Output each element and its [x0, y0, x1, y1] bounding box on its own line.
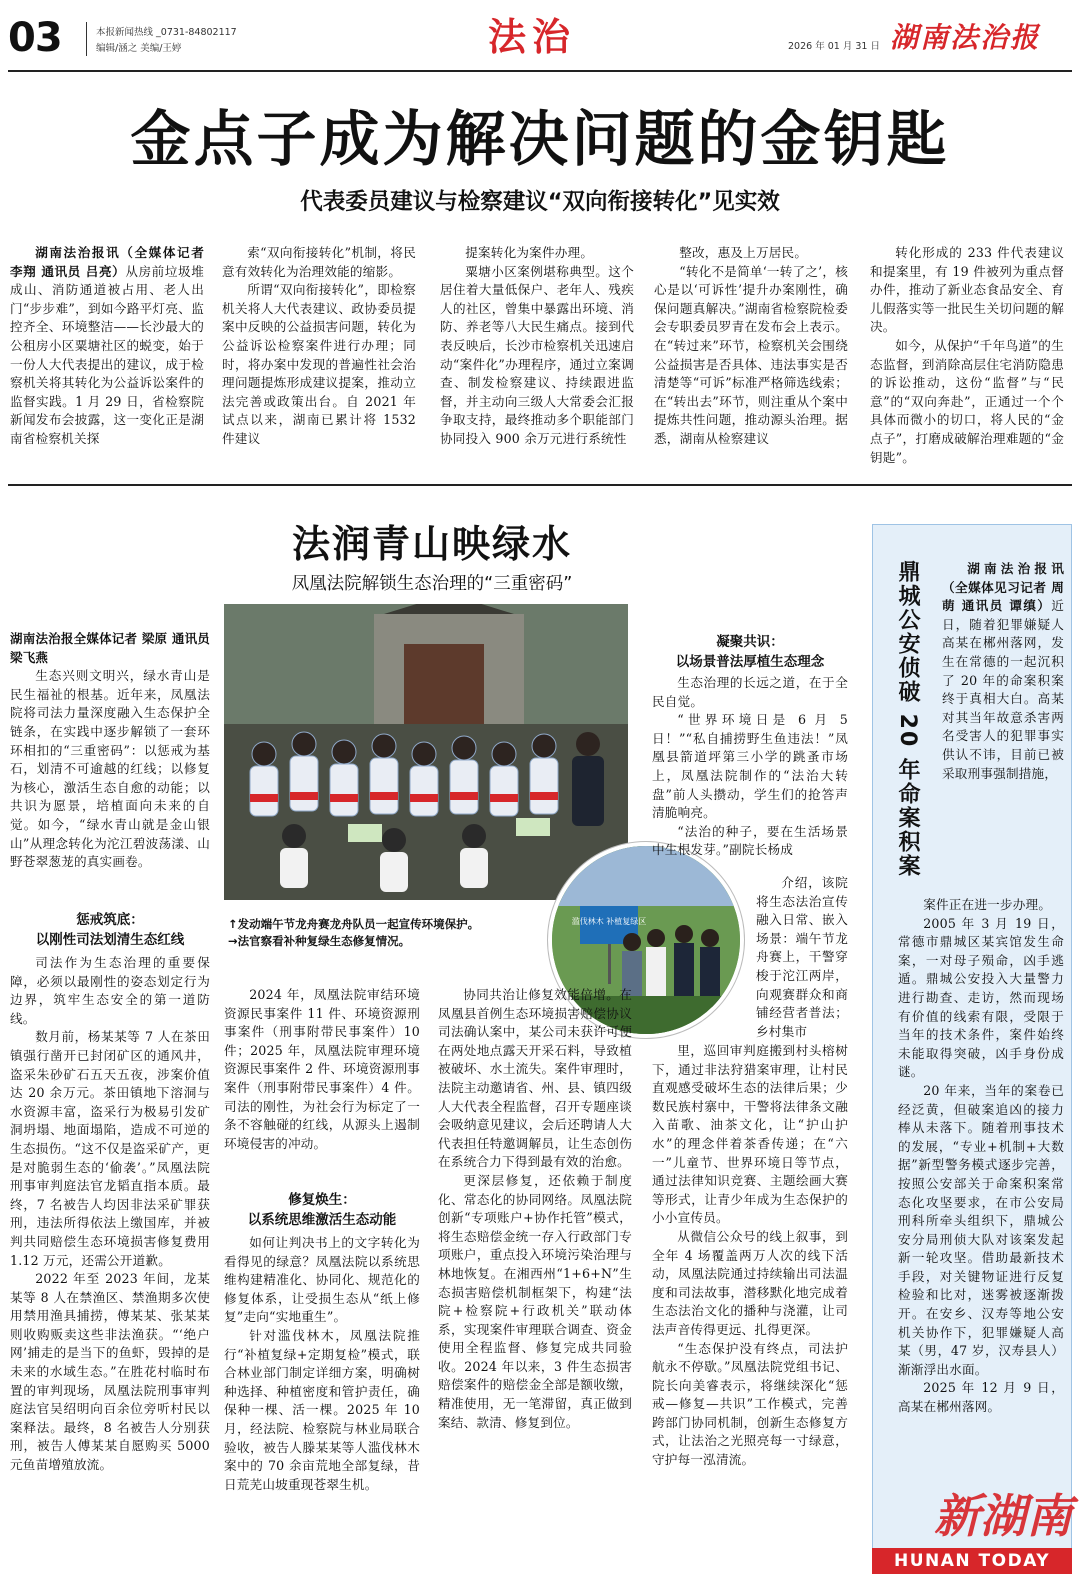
story2-byline: 湖南法治报全媒体记者 梁原 通讯员 梁飞燕	[10, 631, 210, 665]
caption-line-1: ↑发动端午节龙舟赛龙舟队员一起宣传环境保护。	[228, 917, 480, 931]
story1-col1-text: 从房前垃圾堆成山、消防通道被占用、老人出门“步步难”，到如今路平灯亮、监控齐全、环境整洁——长沙最大的公租房小区粟塘社区的蜕变，始于一份人大代表提出的建议，成于检察机关将其转化为公益诉讼案件的监督实践。1 月 29 日，省检察院新闻发布会披露，这一变化正是湖南省检察机关探	[10, 263, 204, 446]
paragraph: 里，巡回审判庭搬到村头榕树下，通过非法狩猎案审理，让村民直观感受破坏生态的法律后果；少数民族村寨中，干警将法律条文融入苗歌、油茶文化，让“护山护水”的理念伴着茶香传递；在“六一”儿童节、世界环境日等节点，通过法律知识竞赛、主题绘画大赛等形式，让青少年成为生态保护的小小宣传员。	[652, 1043, 848, 1226]
paragraph: 20 年来，当年的案卷已经泛黄，但破案追凶的接力棒从未落下。随着刑事技术的发展，“专业+机制+大数据”新型警务模式逐步完善，按照公安部关于命案积案常态化攻坚要求，在市公安局刑科所牵头组织下，鼎城公安分局刑侦大队对该案发起新一轮攻坚。借助最新技术手段，对关键物证进行反复检验和比对，迷雾被逐渐拨开。在安乡、汉寿等地公安机关协作下，犯罪嫌疑人高某（男，47 岁，汉寿县人）渐渐浮出水面。	[898, 1082, 1064, 1377]
paragraph: 从微信公众号的线上叙事，到全年 4 场覆盖两万人次的线下活动，凤凰法院通过持续输出司法温度和司法故事，潜移默化地完成着生态法治文化的播种与浇灌，让司法声音传得更远、扎得更深。	[652, 1228, 848, 1337]
page-number: 03	[8, 15, 62, 61]
paragraph: 转化形成的 233 件代表建议和提案里，有 19 件被列为重点督办件，推动了新业态食品安全、育儿假落实等一批民生关切问题的解决。	[870, 245, 1064, 335]
paragraph: 生态治理的长远之道，在于全民自觉。	[652, 675, 848, 709]
section-title: 法治	[488, 14, 577, 59]
story2-col4-c	[652, 1042, 848, 1534]
story1-col4	[654, 244, 848, 468]
section1-subtitle: 以刚性司法划清生态红线	[35, 932, 185, 948]
header-rule	[8, 70, 1072, 72]
paragraph: 2025 年 12 月 9 日，高某在郴州落网。	[898, 1380, 1064, 1415]
story1-bottom-rule	[8, 484, 1072, 486]
issue-date: 2026 年 01 月 31 日	[788, 41, 880, 52]
section2-subtitle: 以系统思维激活生态动能	[247, 1212, 397, 1228]
editors: 编辑/涵之 美编/王婷	[96, 43, 182, 54]
section1-title: 惩戒筑底：	[76, 912, 144, 928]
photo-caption	[228, 916, 558, 950]
paragraph: 案件正在进一步办理。	[923, 897, 1052, 912]
story1-col1	[10, 244, 204, 468]
story1-subheadline: 代表委员建议与检察建议“双向衔接转化”见实效	[300, 189, 780, 215]
paragraph: 2005 年 3 月 19 日，常德市鼎城区某宾馆发生命案，一对母子殒命，凶手逃遁。鼎城公安投入大量警力进行勘查、走访，然而现场有价值的线索有限，受限于当年的技术条件，案件始终未能取得突破，凶手身份成谜。	[898, 915, 1064, 1080]
watermark-brand: 新湖南	[934, 1489, 1072, 1543]
story1-col5	[870, 244, 1064, 468]
story1-headline: 金点子成为解决问题的金钥匙	[130, 105, 950, 175]
story2-subheadline: 凤凰法院解锁生态治理的“三重密码”	[291, 574, 573, 594]
story2-col4-a	[652, 674, 848, 870]
paragraph: 如今，从保护“千年鸟道”的生态监督，到消除高层住宅消防隐患的诉讼推动，这份“监督”与“民意”的“双向奔赴”，正通过一个个具体而微小的切口，将人民的“金点子”，打磨成破解治理难题的“金钥匙”。	[870, 337, 1064, 465]
watermark-sub: HUNAN TODAY	[893, 1551, 1051, 1571]
paragraph: 2024 年，凤凰法院审结环境资源民事案件 11 件、环境资源刑事案件（刑事附带民事案件）10 件；2025 年，凤凰法院审理环境资源民事案件 2 件、环境资源刑事案件（刑事附带民事案件）4 件。司法的刚性，为社会行为标定了一条不容触碰的红线，从源头上遏制环境侵害的冲动。	[224, 987, 420, 1151]
story2-col2-top	[224, 986, 420, 1156]
story1-col2	[222, 244, 416, 468]
photo-dragon-boat-team	[224, 604, 628, 900]
story2-col4-b	[756, 874, 848, 1040]
paragraph: 所谓“双向衔接转化”，即检察机关将人大代表建议、政协委员提案中反映的公益损害问题，转化为公益诉讼检察案件进行办理；同时，将办案中发现的普遍性社会治理问题提炼形成建议提案，推动立法完善或政策出台。自 2021 年试点以来，湖南已累计将 1532 件建议	[222, 282, 416, 446]
sidebar-text-a	[942, 560, 1064, 920]
paragraph: 索“双向衔接转化”机制，将民意有效转化为治理效能的缩影。	[222, 245, 416, 279]
sidebar-text-a-body: 近日，随着犯罪嫌疑人高某在郴州落网，发生在常德的一起沉积了 20 年的命案积案终于真相大白。高某对其当年故意杀害两名受害人的犯罪事实供认不讳，目前已被采取刑事强制措施，	[942, 598, 1064, 781]
paragraph: 介绍，该院将生态法治宣传融入日常、嵌入场景：端午节龙舟赛上，干警穿梭于沱江两岸，向观赛群众和商铺经营者普法；乡村集市	[756, 875, 848, 1039]
paragraph: 协同共治让修复效能倍增。在凤凰县首例生态环境损害赔偿协议司法确认案中，某公司未获许可便在两处地点露天开采石料，导致植被破坏、水土流失。案件审理时，法院主动邀请省、州、县、镇四级人大代表全程监督，召开专题座谈会吸纳意见建议，会后还聘请人大代表担任特邀调解员，让生态创伤在系统合力下得到最有效的治愈。	[438, 987, 632, 1170]
story2-headline: 法润青山映绿水	[291, 522, 572, 566]
section3-subtitle: 以场景普法厚植生态理念	[675, 654, 825, 670]
story1-col3	[440, 244, 634, 468]
paragraph: 司法作为生态治理的重要保障，必须以最刚性的姿态划定行为边界，筑牢生态安全的第一道防线。	[10, 955, 210, 1026]
paragraph: 针对滥伐林木，凤凰法院推行“补植复绿+定期复检”模式，联合林业部门制定详细方案，明确树种选择、种植密度和管护责任，确保种一棵、活一棵。2025 年 10 月，经法院、检察院与林业局联合验收，被告人滕某某等人滥伐林木案中的 70 余亩荒地全部复绿，昔日荒芜山坡重现苍翠生机。	[224, 1327, 420, 1492]
story2-col1-top	[10, 630, 210, 900]
paragraph: “生态保护没有终点，司法护航永不停歇。”凤凰法院党组书记、院长向美睿表示，将继续深化“惩戒—修复—共识”工作模式，完善跨部门协同机制，创新生态修复方式，让法治之光照亮每一寸绿意，守护每一泓清流。	[652, 1340, 848, 1468]
sidebar-byline: 湖南法治报讯（全媒体见习记者 周萌 通讯员 谭缜）	[942, 561, 1064, 614]
circle-sign-text: 滥伐林木 补植复绿区	[571, 917, 647, 926]
sidebar-title: 鼎城公安侦破 20 年命案积案	[895, 560, 920, 878]
sidebar-text-b	[898, 896, 1064, 1482]
photo-dragon-boat-illustration	[224, 604, 628, 900]
story2-col2-bottom	[224, 1234, 420, 1534]
hotline: 本报新闻热线 _0731-84802117	[96, 27, 237, 38]
story1-byline: 湖南法治报讯（全媒体记者 李翔 通讯员 吕亮）	[10, 245, 204, 279]
paragraph: “转化不是简单‘一转了之’，核心是以‘可诉性’提升办案刚性，确保问题真解决。”湖南省检察院检委会专职委员罗青在发布会上表示。在“转过来”环节，检察机关会围绕公益损害是否具体、违法事实是否清楚等“可诉”标准严格筛选线索；在“转出去”环节，则注重从个案中提炼共性问题，推动源头治理。据悉，湖南从检察建议	[654, 263, 848, 446]
section3-title: 凝聚共识：	[716, 634, 784, 650]
section2-title: 修复焕生：	[288, 1192, 356, 1208]
story2-col1-bottom	[10, 954, 210, 1534]
masthead-logo: 湖南法治报	[890, 21, 1041, 54]
header-divider	[86, 22, 87, 56]
caption-line-2: →法官察看补种复绿生态修复情况。	[228, 934, 411, 948]
paragraph: 更深层修复，还依赖于制度化、常态化的协同网络。凤凰法院创新“专项账户+协作托管”模式，将生态赔偿金统一存入行政部门专项账户，重点投入环境污染治理与林地恢复。在湘西州“1+6+N”生态损害赔偿机制框架下，构建“法院+检察院+行政机关”联动体系，实现案件审理联合调查、资金使用全程监督、修复完成共同验收。2024 年以来，3 件生态损害赔偿案件的赔偿金全部是额收缴，精准使用，无一笔滞留，真正做到案结、款清、修复到位。	[438, 1172, 632, 1430]
paragraph: 提案转化为案件办理。	[465, 245, 594, 260]
paragraph: 数月前，杨某某等 7 人在茶田镇强行凿开已封闭矿区的通风井，盗采朱砂矿石五天五夜，涉案价值达 20 余万元。茶田镇地下溶洞与水资源丰富，盗采行为极易引发矿洞坍塌、地面塌陷，造成不可逆的生态损伤。“这不仅是盗采矿产，更是对脆弱生态的‘偷袭’。”凤凰法院刑事审判庭法官龙韬直指本质。最终，7 名被告人均因非法采矿罪获刑，违法所得依法上缴国库，并被判共同赔偿生态环境损害修复费用 1.12 万元，还需公开道歉。	[10, 1029, 210, 1268]
paragraph: 2022 年至 2023 年间，龙某某等 8 人在禁渔区、禁渔期多次使用禁用渔具捕捞，傅某某、张某某则收购贩卖这些非法渔获。“‘绝户网’捕走的是当下的鱼虾，毁掉的是未来的水域生态。”在胜花村临时布置的审判现场，凤凰法院刑事审判庭法官吴绍明向百余位旁听村民以案释法。最终，8 名被告人分别获刑，被告人傅某某自愿购买 5000 元鱼苗增殖放流。	[10, 1271, 210, 1473]
story2-intro: 生态兴则文明兴，绿水青山是民生福祉的根基。近年来，凤凰法院将司法力量深度融入生态保护全链条，在实践中逐步解锁了一套环环相扣的“三重密码”：以惩戒为基石，划清不可逾越的红线；以修复为核心，激活生态自愈的动能；以共识为愿景，培植面向未来的自觉。如今，“绿水青山就是金山银山”从理念转化为沱江碧波荡漾、山野苍翠葱茏的真实画卷。	[10, 668, 210, 870]
paragraph: 如何让判决书上的文字转化为看得见的绿意？凤凰法院以系统思维构建精准化、协同化、规范化的修复体系，让受损生态从“纸上修复”走向“实地重生”。	[224, 1235, 420, 1325]
paragraph: 粟塘小区案例堪称典型。这个居住着大量低保户、老年人、残疾人的社区，曾集中暴露出环境、消防、养老等八大民生痛点。接到代表反映后，长沙市检察机关迅速启动“案件化”办理程序，通过立案调查、制发检察建议、持续跟进监督，并主动向三级人大常委会汇报争取支持，最终推动多个职能部门协同投入 900 余万元进行系统性	[440, 263, 634, 446]
paragraph: “法治的种子，要在生活场景中生根发芽。”副院长杨成	[652, 823, 848, 858]
story2-col3	[438, 986, 632, 1534]
paragraph: “世界环境日是 6 月 5 日！”“私自捕捞野生鱼违法！”凤凰县箭道坪第三小学的跳蚤市场上，凤凰法院制作的“法治大转盘”前人头攒动，学生们的抢答声清脆响亮。	[652, 712, 848, 821]
paragraph: 整改，惠及上万居民。	[679, 245, 808, 260]
